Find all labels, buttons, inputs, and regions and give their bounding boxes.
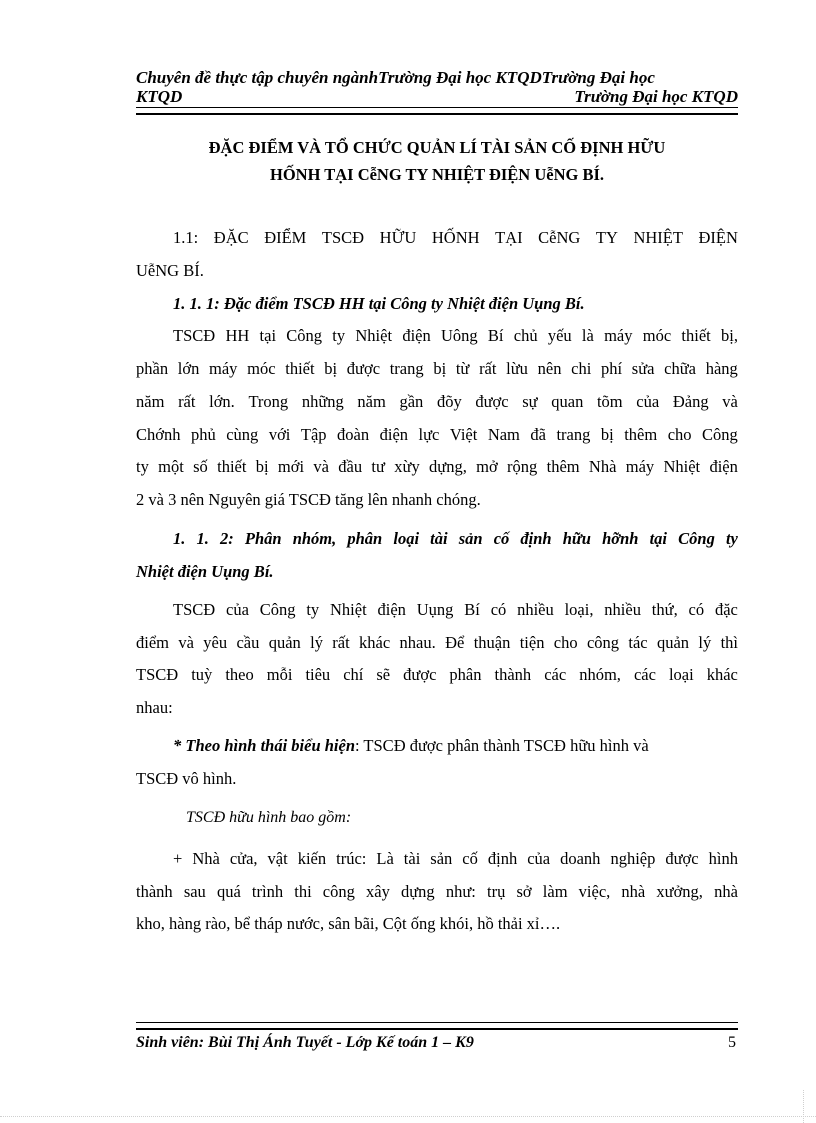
word: số	[193, 457, 208, 476]
word: đã	[530, 425, 546, 444]
word: dựng,	[429, 457, 467, 476]
word: quan	[551, 392, 584, 411]
word: phủ	[190, 425, 216, 444]
word: bị	[600, 425, 614, 444]
word: nhóm,	[292, 529, 337, 548]
word: mở	[476, 457, 498, 476]
chapter-title-line-2: HỐNH TẠI CễNG TY NHIỆT ĐIỆN UễNG BÍ.	[269, 165, 605, 184]
word: thiết	[285, 359, 315, 378]
word: Nhà	[588, 457, 617, 476]
word: Nhiệt	[330, 600, 367, 619]
header-line-2	[136, 87, 738, 106]
word: có	[688, 600, 705, 619]
word: phân	[449, 665, 482, 684]
word: cho	[553, 633, 578, 652]
word: ty	[332, 326, 346, 345]
word: trúc:	[336, 849, 367, 868]
word: việc,	[578, 882, 611, 901]
word: ty	[725, 529, 738, 548]
word: Việt	[449, 425, 478, 444]
word: Nam	[487, 425, 520, 444]
word: và	[722, 392, 738, 411]
word: thứ,	[651, 600, 678, 619]
word: từ	[455, 359, 470, 378]
word: Nhà	[192, 849, 220, 868]
classification-line	[173, 736, 649, 756]
chapter-title	[136, 134, 738, 188]
paragraph-line: nhau:	[136, 698, 173, 717]
word: bị	[324, 359, 338, 378]
word: thành	[136, 882, 173, 901]
section-1-1-heading-word: TẠI	[495, 228, 523, 247]
paragraph-line	[136, 882, 738, 902]
word: năm	[357, 392, 386, 411]
word: năm	[136, 392, 165, 411]
word: Để	[445, 633, 465, 652]
word: vật	[267, 849, 288, 868]
word: nhà	[621, 882, 646, 901]
word: sản	[458, 529, 483, 548]
section-1-1-heading-word: NHIỆT	[633, 228, 683, 247]
word: điện	[402, 326, 431, 345]
word: móc	[247, 359, 276, 378]
paragraph-line	[136, 633, 738, 653]
word: định	[487, 849, 518, 868]
word: chi	[571, 359, 592, 378]
word: tại	[259, 326, 277, 345]
word: hữu	[562, 529, 591, 548]
word: lớn	[177, 359, 200, 378]
word: các	[544, 665, 567, 684]
word: xừy	[394, 457, 420, 476]
paragraph-line: 2 và 3 nên Nguyên giá TSCĐ tăng lên nhanh chóng.	[136, 490, 481, 509]
word: thêm	[546, 457, 580, 476]
classification-text: : TSCĐ được phân thành TSCĐ hữu hình và	[355, 736, 649, 755]
word: hàng	[705, 359, 738, 378]
word: bị	[255, 457, 269, 476]
section-1-1-heading-word: 1.1:	[173, 228, 199, 247]
word: phí	[601, 359, 623, 378]
word: loại,	[564, 600, 594, 619]
word: cửa,	[229, 849, 258, 868]
word: thành	[494, 665, 532, 684]
word: rất	[479, 359, 497, 378]
word: thuận	[473, 633, 511, 652]
word: điện	[709, 457, 738, 476]
footer-student-info: Sinh viên: Bùi Thị Ánh Tuyết - Lớp Kế toán 1 – K9	[136, 1034, 474, 1051]
word: TSCĐ	[173, 600, 216, 619]
word: đoàn	[337, 425, 370, 444]
word: bị	[433, 359, 447, 378]
word: thi	[294, 882, 312, 901]
word: làm	[542, 882, 568, 901]
word: Công	[259, 600, 296, 619]
word: loại	[393, 529, 420, 548]
word: dựng	[400, 882, 435, 901]
word: sửa	[631, 359, 655, 378]
word: Phân	[244, 529, 282, 548]
word: khác	[706, 665, 738, 684]
paragraph-line	[173, 326, 738, 346]
paragraph-line	[173, 600, 738, 620]
word: một	[158, 457, 184, 476]
word: cho	[667, 425, 692, 444]
word: tuỳ	[191, 665, 213, 684]
word: Công	[702, 425, 738, 444]
tangible-assets-label: TSCĐ hữu hình bao gồm:	[186, 809, 352, 826]
word: mỗi	[266, 665, 293, 684]
word: nghiệp	[610, 849, 656, 868]
word: Tập	[300, 425, 327, 444]
word: những	[301, 392, 344, 411]
subsection-1-1-2-heading-line-1	[173, 529, 738, 549]
word: sau	[183, 882, 206, 901]
word: các	[633, 665, 656, 684]
word: tài	[403, 849, 421, 868]
word: ty	[136, 457, 149, 476]
paragraph-line	[136, 359, 738, 379]
word: điện	[377, 600, 406, 619]
word: HH	[225, 326, 250, 345]
word: mới	[277, 457, 305, 476]
word: rộng	[507, 457, 538, 476]
word: quản	[656, 633, 690, 652]
header-divider	[136, 107, 738, 115]
word: máy	[625, 457, 655, 476]
section-1-1-heading-word: HỐNH	[431, 228, 480, 247]
section-1-1-heading-word: TSCĐ	[321, 228, 365, 247]
word: bị,	[721, 326, 738, 345]
word: của	[527, 849, 551, 868]
word: TSCĐ	[136, 665, 179, 684]
word: máy	[604, 326, 633, 345]
word: của	[226, 600, 249, 619]
word: nhà	[714, 882, 738, 901]
word: thì	[720, 633, 738, 652]
paragraph-line	[136, 457, 738, 477]
word: quản	[268, 633, 301, 652]
word: xưởng,	[656, 882, 703, 901]
word: Bí	[487, 326, 504, 345]
word: lớn.	[209, 392, 235, 411]
word: nhau.	[399, 633, 436, 652]
section-1-1-heading-word: ĐIỆN	[698, 228, 738, 247]
word: chủ	[513, 326, 538, 345]
word: Là	[376, 849, 394, 868]
word: định	[520, 529, 552, 548]
word: cầu	[236, 633, 260, 652]
word: Uụng	[416, 600, 454, 619]
word: Công	[286, 326, 323, 345]
word: tiêu	[305, 665, 331, 684]
word: trình	[251, 882, 284, 901]
word: 1.	[196, 529, 209, 548]
paragraph-line	[173, 849, 738, 869]
word: tại	[649, 529, 668, 548]
word: được	[665, 849, 699, 868]
word: yếu	[547, 326, 572, 345]
page-number: 5	[728, 1034, 736, 1051]
word: chí	[343, 665, 364, 684]
word: trang	[389, 359, 424, 378]
word: công	[586, 633, 620, 652]
section-1-1-heading-word: TY	[595, 228, 618, 247]
word: lừu	[506, 359, 528, 378]
word: 1.	[173, 529, 186, 548]
word: Nhiệt	[663, 457, 701, 476]
word: sở	[516, 882, 532, 901]
word: sẽ	[376, 665, 391, 684]
word: điện	[379, 425, 409, 444]
word: được	[475, 392, 509, 411]
word: đầu	[338, 457, 363, 476]
word: theo	[225, 665, 254, 684]
word: sự	[522, 392, 538, 411]
footer-divider	[136, 1022, 738, 1030]
word: và	[313, 457, 329, 476]
word: công	[322, 882, 355, 901]
word: +	[173, 849, 183, 868]
word: đõy	[436, 392, 462, 411]
word: quá	[216, 882, 241, 901]
word: trụ	[487, 882, 506, 901]
word: phân	[347, 529, 383, 548]
page-edge-dotted-line-vertical	[803, 1090, 804, 1123]
word: nhiều	[604, 600, 641, 619]
word: rất	[332, 633, 350, 652]
paragraph-line: TSCĐ vô hình.	[136, 769, 237, 788]
word: như:	[445, 882, 476, 901]
word: hình	[708, 849, 738, 868]
word: với	[268, 425, 291, 444]
subsection-1-1-1-heading: 1. 1. 1: Đặc điểm TSCĐ HH tại Công ty Nhiệt điện Uụng Bí.	[173, 294, 585, 313]
word: tác	[628, 633, 648, 652]
word: thiết	[681, 326, 711, 345]
section-1-1-heading-line-2: UễNG BÍ.	[136, 261, 204, 280]
word: máy	[209, 359, 238, 378]
word: ty	[306, 600, 320, 619]
word: chữa	[664, 359, 696, 378]
word: yêu	[203, 633, 228, 652]
word: nhóm,	[579, 665, 621, 684]
classification-label: * Theo hình thái biểu hiện	[173, 736, 356, 755]
word: sản	[430, 849, 453, 868]
word: Đảng	[672, 392, 709, 411]
word: hỡnh	[602, 529, 639, 548]
word: thiết	[217, 457, 247, 476]
word: TSCĐ	[173, 326, 216, 345]
word: được	[403, 665, 437, 684]
word: kiến	[297, 849, 327, 868]
word: nên	[537, 359, 562, 378]
word: 2:	[220, 529, 234, 548]
word: phần	[136, 359, 169, 378]
paragraph-line: kho, hàng rào, bể tháp nước, sân bãi, Cột ống khói, hồ thải xỉ….	[136, 914, 561, 933]
word: trang	[556, 425, 591, 444]
word: tõm	[596, 392, 623, 411]
word: đặc	[714, 600, 738, 619]
word: thêm	[624, 425, 658, 444]
word: lý	[310, 633, 323, 652]
word: Công	[678, 529, 715, 548]
word: Bí	[464, 600, 480, 619]
word: nhiều	[517, 600, 554, 619]
word: của	[636, 392, 660, 411]
word: móc	[642, 326, 672, 345]
word: cố	[462, 849, 478, 868]
section-1-1-heading-word: HỮU	[379, 228, 417, 247]
paragraph-line	[136, 392, 738, 412]
word: loại	[668, 665, 694, 684]
word: doanh	[560, 849, 601, 868]
paragraph-line	[136, 665, 738, 685]
word: cùng	[226, 425, 259, 444]
word: có	[490, 600, 507, 619]
word: rất	[178, 392, 196, 411]
word: tài	[430, 529, 448, 548]
header-line-1: Chuyên đề thực tập chuyên ngànhTrường Đại học KTQDTrường Đại học	[136, 68, 655, 87]
word: gần	[399, 392, 424, 411]
word: tiện	[519, 633, 545, 652]
word: Nhiệt	[355, 326, 393, 345]
word: lý	[698, 633, 712, 652]
page-edge-dotted-line	[0, 1116, 816, 1117]
word: Uông	[440, 326, 478, 345]
word: Trong	[248, 392, 289, 411]
chapter-title-line-1: ĐẶC ĐIỂM VÀ TỔ CHỨC QUẢN LÍ TÀI SẢN CỐ ĐỊNH HỮU	[208, 138, 666, 157]
word: Chớnh	[136, 425, 181, 444]
word: là	[581, 326, 594, 345]
header-line-2-left: KTQD	[136, 87, 183, 106]
word: điểm	[136, 633, 169, 652]
word: được	[346, 359, 381, 378]
word: cố	[493, 529, 510, 548]
section-1-1-heading-word: CễNG	[538, 228, 581, 247]
word: và	[178, 633, 194, 652]
section-1-1-heading-line-1	[173, 228, 738, 248]
section-1-1-heading-word: ĐẶC	[213, 228, 249, 247]
word: lực	[418, 425, 440, 444]
subsection-1-1-2-heading-line-2: Nhiệt điện Uụng Bí.	[136, 562, 274, 581]
header-line-2-right: Trường Đại học KTQD	[574, 87, 738, 106]
word: khác	[359, 633, 391, 652]
paragraph-line	[136, 425, 738, 445]
word: tư	[371, 457, 385, 476]
word: xây	[366, 882, 390, 901]
running-header	[136, 68, 738, 106]
section-1-1-heading-word: ĐIỂM	[264, 228, 307, 247]
